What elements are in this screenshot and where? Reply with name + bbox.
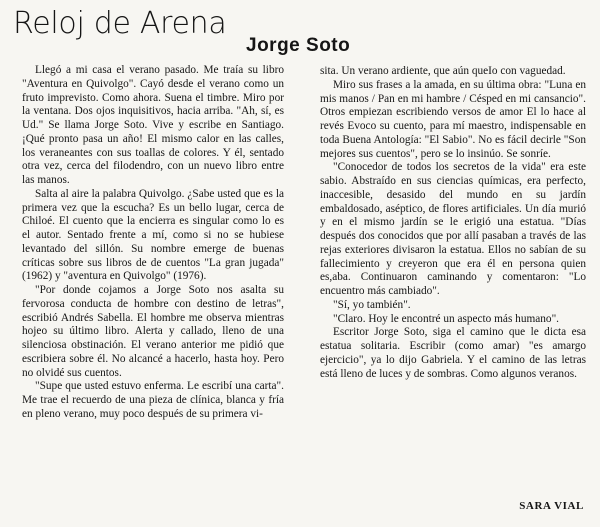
paragraph: "Por donde cojamos a Jorge Soto nos asalta su fervorosa conducta de hombre con destino de letras", escribió Andrés Sabella. El hombre me observa mientras hojeo su último libro. Alerta y callado, lleno de una silenciosa obstinación. El verano anterior me pidió que escribiera sobre él. No alcancé a hacerlo, hasta hoy. Pero no olvidé sus cuentos. [22, 284, 284, 379]
paragraph: "Conocedor de todos los secretos de la vida" era este sabio. Abstraído en sus ciencias químicas, era perfecto, inaccesible, desasido del mundo en su jardín embaldosado, aséptico, de flores artificiales. Un día murió y en el mismo jardín se le erigió una estatua. "Días después dos conocidos que por allí pasaban a través de las rejas exteriores divisaron la estatua. Ellos no sabían de su fallecimiento y creyeron que era él en persona quien es,aba. Continuaron caminando y comentaron: "Lo encuentro más cambiado". [320, 161, 586, 297]
article-signature: SARA VIAL [519, 500, 584, 512]
article-title: Reloj de Arena [13, 6, 227, 41]
paragraph: "Sí, yo también". [333, 298, 411, 311]
paragraph: Escritor Jorge Soto, siga el camino que le dicta esa estatua solitaria. Escribir (como amar) "es amargo ejercicio", ya lo dijo Gabriela. Y el camino de las letras está lleno de luces y de sombras. Como algunos veranos. [320, 326, 586, 380]
paragraph-continuation: sita. Un verano ardiente, que aún queIo con vaguedad. [320, 65, 566, 77]
right-column [320, 65, 586, 381]
paragraph: "Supe que usted estuvo enferma. Le escribí una carta". Me trae el recuerdo de una pieza de clínica, blanca y fría en pleno verano, muy poco después de su primera vi- [22, 380, 284, 420]
paragraph: Miro sus frases a la amada, en su última obra: "Luna en mis manos / Pan en mi hambre / Césped en mi cansancio". Otros empiezan escribiendo versos de amor El lo hace al revés Evoco su cuento, para mí maestro, indispensable en toda Buena Antología: "El Sabio". No es fácil decirle "Son mejores sus cuentos", pero se lo insinúo. Se sonríe. [320, 78, 586, 160]
left-column [22, 64, 284, 422]
paragraph: Salta al aire la palabra Quivolgo. ¿Sabe usted que es la primera vez que la escucha? Es un bello lugar, cerca de Chiloé. El cuento que la encierra es singular como lo es el autor. Sentado frente a mí, como si no se hubiese levantado del sillón. Su nombre emerge de buenas críticas sobre sus libros de de cuentos "La gran jugada" (1962) y "aventura en Quivolgo" (1976). [22, 187, 284, 283]
paragraph: "Claro. Hoy le encontré un aspecto más humano". [333, 312, 559, 325]
article-author: Jorge Soto [246, 35, 351, 56]
paragraph: Llegó a mi casa el verano pasado. Me traía su libro "Aventura en Quivolgo". Cayó desde el verano como un fruto imprevisto. Como ahora. Suena el timbre. Miro por la ventana. Dos ojos inquisitivos, hacia arriba. "Ah, sí, es Ud." Se llama Jorge Soto. Vive y escribe en Santiago. ¡Qué pronto pasa un año! El mismo calor en las calles, los veraneantes con sus toallas de colores. Y él, sentado otra vez, cerca del filodendro, con un nuevo libro entre las manos. [22, 64, 284, 186]
